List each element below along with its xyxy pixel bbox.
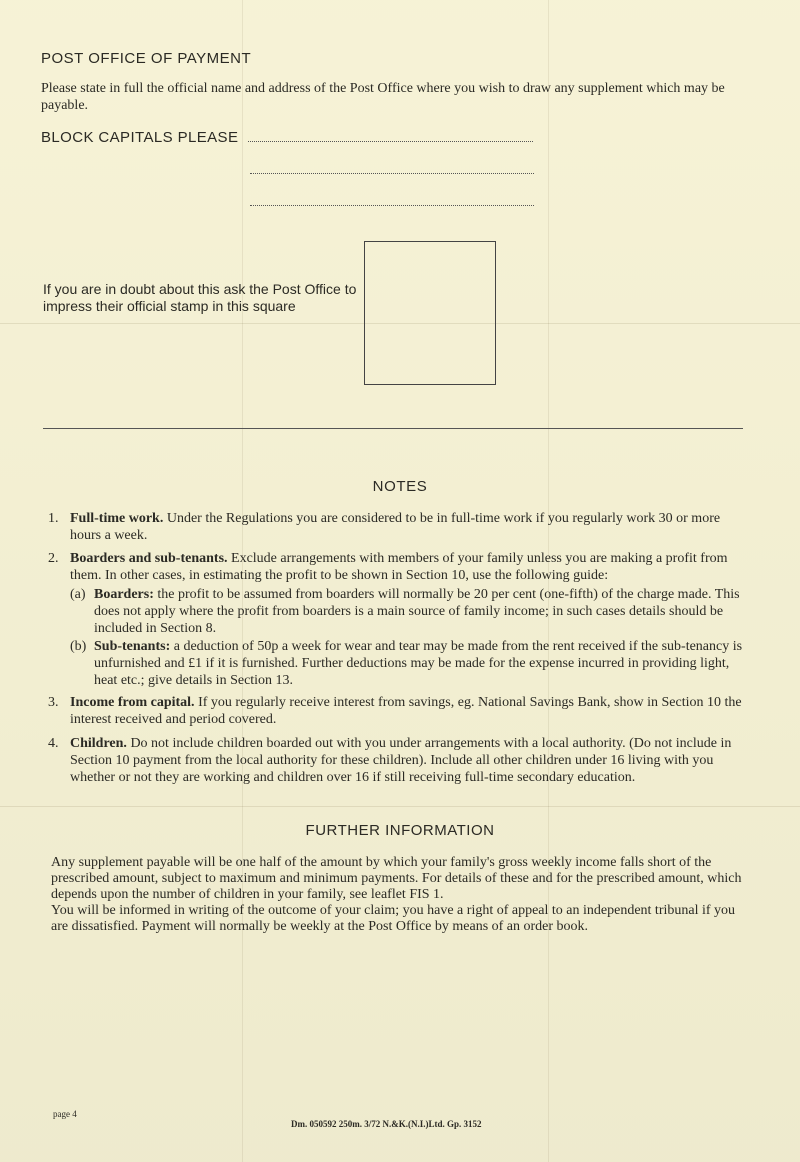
block-capitals-label: BLOCK CAPITALS PLEASE bbox=[41, 129, 239, 146]
stamp-instruction: If you are in doubt about this ask the Post Office to impress their official stamp in this square bbox=[43, 281, 357, 314]
further-information-paragraph: You will be informed in writing of the outcome of your claim; you have a right of appeal to an independent tribunal if you are dissatisfied. Payment will normally be weekly at the Post Office by means of an order book. bbox=[51, 903, 736, 934]
note-text: Exclude arrangements with members of your family unless you are making a profit from them. In other cases, in estimating the profit to be shown in Section 10, use the following guide: bbox=[70, 551, 728, 583]
subitem-label: (b) bbox=[70, 639, 87, 654]
section-divider bbox=[43, 428, 743, 429]
print-reference: Dm. 050592 250m. 3/72 N.&K.(N.I.)Ltd. Gp. 3152 bbox=[291, 1119, 482, 1129]
note-number: 1. bbox=[48, 511, 59, 526]
further-information-body bbox=[51, 855, 746, 935]
note-heading: Full-time work. bbox=[70, 511, 164, 526]
note-item-3 bbox=[48, 694, 748, 728]
stamp-square[interactable] bbox=[364, 241, 496, 385]
note-text: Do not include children boarded out with you under arrangements with a local authority. (Do not include in Section 10 payment from the local authority for these children). Include all other children under 16 living with you whether or not they are working and children over 16 if still receiving full-time secondary education. bbox=[70, 736, 732, 785]
further-information-title: FURTHER INFORMATION bbox=[305, 822, 495, 839]
post-office-title: POST OFFICE OF PAYMENT bbox=[41, 50, 252, 67]
note-heading: Boarders and sub-tenants. bbox=[70, 551, 228, 566]
notes-title: NOTES bbox=[372, 478, 428, 495]
note-heading: Income from capital. bbox=[70, 695, 195, 710]
subitem-heading: Boarders: bbox=[94, 587, 154, 602]
post-office-instruction: Please state in full the official name and address of the Post Office where you wish to draw any supplement which may be payable. bbox=[41, 81, 725, 113]
note-subitem-b bbox=[70, 638, 750, 689]
note-item-1 bbox=[48, 510, 748, 544]
note-number: 2. bbox=[48, 551, 59, 566]
address-line-3[interactable] bbox=[250, 204, 534, 206]
page-number: page 4 bbox=[53, 1109, 77, 1119]
note-text: Under the Regulations you are considered to be in full-time work if you regularly work 30 or more hours a week. bbox=[70, 511, 721, 543]
note-number: 3. bbox=[48, 695, 59, 710]
note-number: 4. bbox=[48, 736, 59, 751]
note-subitem-a bbox=[70, 586, 750, 637]
further-information-paragraph: Any supplement payable will be one half of the amount by which your family's gross weekly income falls short of the prescribed amount, subject to maximum and minimum payments. For details of these and for the prescribed amount, which depends upon the number of children in your family, see leaflet FIS 1. bbox=[51, 855, 742, 902]
address-line-2[interactable] bbox=[250, 172, 534, 174]
subitem-text: the profit to be assumed from boarders will normally be 20 per cent (one-fifth) of the charge made. This does not apply where the profit from boarders is a main source of family income; in such cases details should be included in Section 8. bbox=[94, 587, 740, 636]
note-item-4 bbox=[48, 735, 748, 786]
note-text: If you regularly receive interest from savings, eg. National Savings Bank, show in Section 10 the interest received and period covered. bbox=[70, 695, 742, 727]
address-line-1[interactable] bbox=[248, 140, 533, 142]
subitem-label: (a) bbox=[70, 587, 86, 602]
fold-line bbox=[0, 806, 800, 807]
note-heading: Children. bbox=[70, 736, 127, 751]
note-item-2 bbox=[48, 550, 748, 584]
subitem-heading: Sub-tenants: bbox=[94, 639, 171, 654]
subitem-text: a deduction of 50p a week for wear and tear may be made from the rent received if the sub-tenancy is unfurnished and £1 if it is furnished. Further deductions may be made for the expense incurred in providing light, heat etc.; give details in Section 13. bbox=[94, 639, 743, 688]
